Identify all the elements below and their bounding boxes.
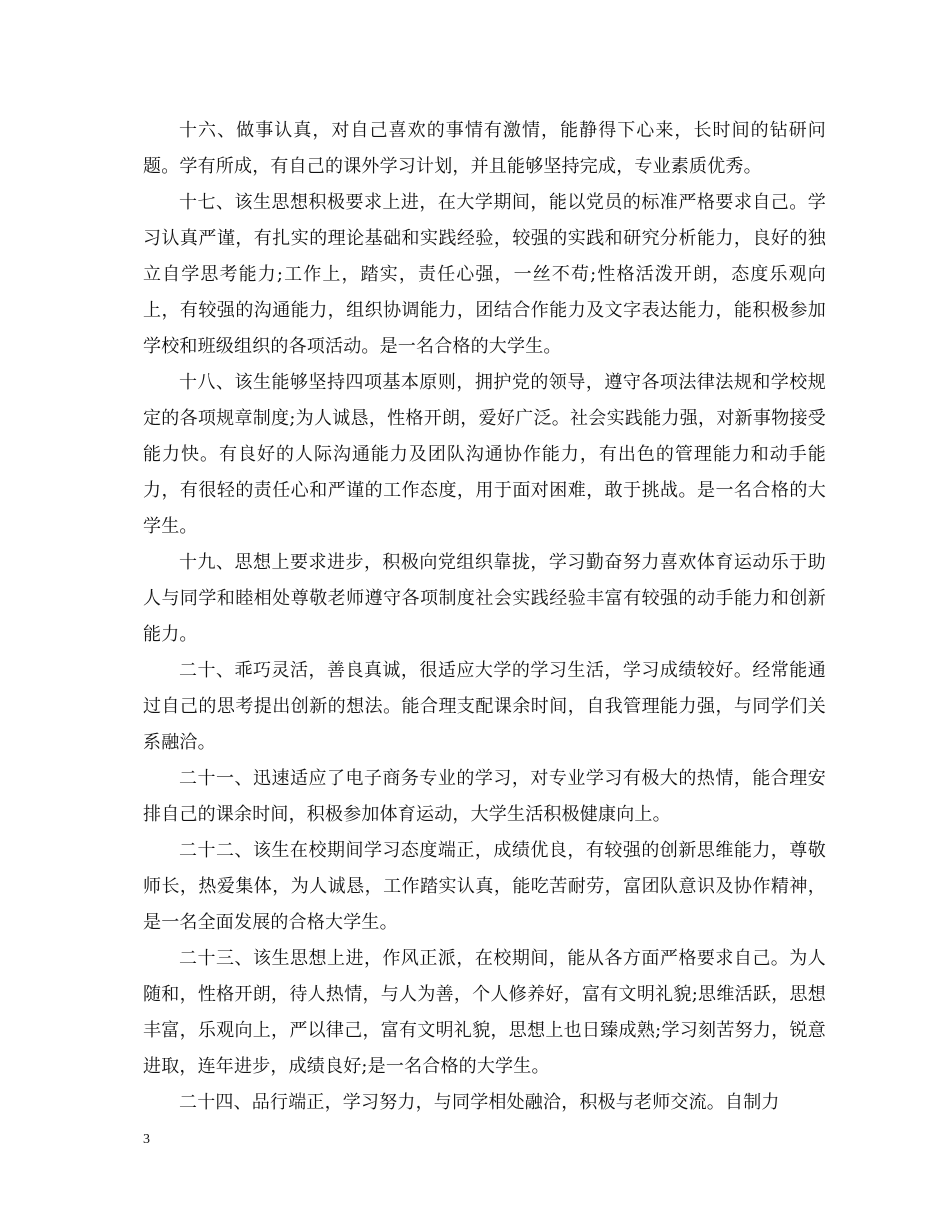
paragraph-16: 十六、做事认真，对自己喜欢的事情有激情，能静得下心来，长时间的钻研问题。学有所成，有自己的课外学习计划，并且能够坚持完成，专业素质优秀。 — [143, 120, 826, 177]
page-number: 3 — [143, 1132, 150, 1147]
paragraph-17: 十七、该生思想积极要求上进，在大学期间，能以党员的标准严格要求自己。学习认真严谨，有扎实的理论基础和实践经验，较强的实践和研究分析能力，良好的独立自学思考能力;工作上，踏实，责任心强，一丝不苟;性格活泼开朗，态度乐观向上，有较强的沟通能力，组织协调能力，团结合作能力及文字表达能力，能积极参加学校和班级组织的各项活动。是一名合格的大学生。 — [143, 192, 826, 357]
paragraph-20: 二十、乖巧灵活，善良真诚，很适应大学的学习生活，学习成绩较好。经常能通过自己的思考提出创新的想法。能合理支配课余时间，自我管理能力强，与同学们关系融洽。 — [143, 660, 826, 753]
paragraph-23: 二十三、该生思想上进，作风正派，在校期间，能从各方面严格要求自己。为人随和，性格开朗，待人热情，与人为善，个人修养好，富有文明礼貌;思维活跃，思想丰富，乐观向上，严以律己，富有文明礼貌，思想上也日臻成熟;学习刻苦努力，锐意进取，连年进步，成绩良好;是一名合格的大学生。 — [143, 948, 826, 1077]
paragraph-24: 二十四、品行端正，学习努力，与同学相处融洽，积极与老师交流。自制力 — [179, 1092, 780, 1113]
paragraph-22: 二十二、该生在校期间学习态度端正，成绩优良，有较强的创新思维能力，尊敬师长，热爱集体，为人诚恳，工作踏实认真，能吃苦耐劳，富团队意识及协作精神，是一名全面发展的合格大学生。 — [143, 840, 826, 933]
paragraph-21: 二十一、迅速适应了电子商务专业的学习，对专业学习有极大的热情，能合理安排自己的课余时间，积极参加体育运动，大学生活积极健康向上。 — [143, 768, 826, 825]
paragraph-18: 十八、该生能够坚持四项基本原则，拥护党的领导，遵守各项法律法规和学校规定的各项规章制度;为人诚恳，性格开朗，爱好广泛。社会实践能力强，对新事物接受能力快。有良好的人际沟通能力及团队沟通协作能力，有出色的管理能力和动手能力，有很轻的责任心和严谨的工作态度，用于面对困难，敢于挑战。是一名合格的大学生。 — [143, 372, 826, 537]
document-body — [143, 113, 826, 1121]
paragraph-19: 十九、思想上要求进步，积极向党组织靠拢，学习勤奋努力喜欢体育运动乐于助人与同学和睦相处尊敬老师遵守各项制度社会实践经验丰富有较强的动手能力和创新能力。 — [143, 552, 826, 645]
